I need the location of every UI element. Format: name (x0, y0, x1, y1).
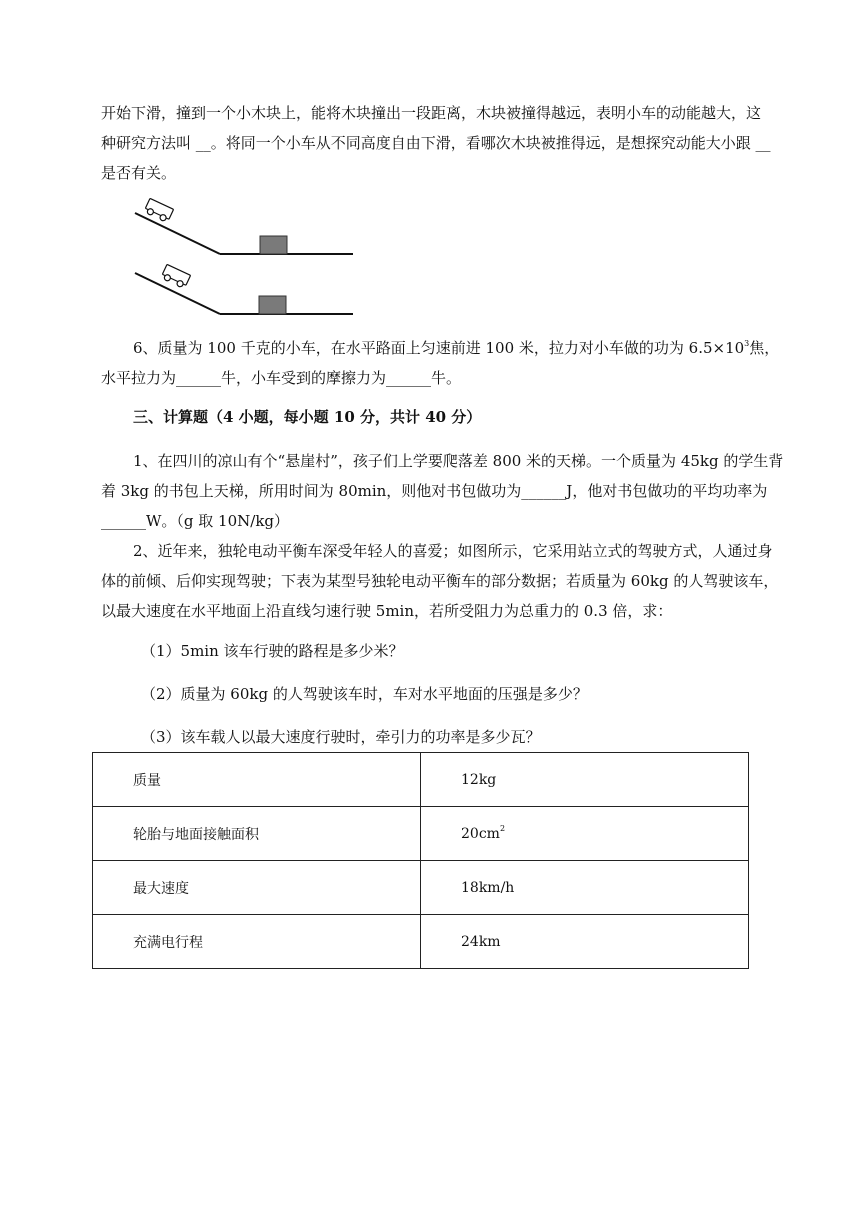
table-cell-label: 质量 (93, 753, 421, 807)
balance-car-data-table (92, 752, 749, 969)
c1-line3: ______W。（g 取 10N/kg） (101, 512, 290, 530)
c2-subquestion-1: （1）5min 该车行驶的路程是多少米？ (141, 642, 404, 660)
q6-part2: 焦， (749, 339, 780, 357)
question-5-text (101, 98, 807, 188)
c2-subquestion-3: （3）该车载人以最大速度行驶时，牵引力的功率是多少瓦？ (141, 728, 541, 746)
c2-line2: 体的前倾、后仰实现驾驶；下表为某型号独轮电动平衡车的部分数据；若质量为 60kg 的人驾驶该车， (101, 572, 779, 590)
c2-subquestion-2: （2）质量为 60kg 的人驾驶该车时，车对水平地面的压强是多少？ (141, 685, 588, 703)
calc-question-2 (101, 536, 807, 626)
calc-question-1 (101, 446, 807, 536)
lower-incline-setup (135, 264, 353, 314)
lower-cart (161, 264, 191, 289)
q6-part1: 6、质量为 100 千克的小车，在水平路面上匀速前进 100 米，拉力对小车做的功为 6.5×10 (133, 339, 745, 357)
q6-exponent: 3 (744, 339, 750, 348)
incline-cart-figure (125, 195, 365, 325)
q5-line1: 开始下滑，撞到一个小木块上，能将木块撞出一段距离，木块被撞得越远，表明小车的动能越大，这 (101, 104, 762, 122)
upper-wood-block (260, 236, 287, 254)
table-row (93, 753, 749, 807)
table-cell-value: 12kg (421, 753, 749, 807)
lower-wood-block (259, 296, 286, 314)
table-cell-value: 24km (421, 915, 749, 969)
question-6-text (101, 333, 807, 393)
table-row (93, 807, 749, 861)
table-cell-value (421, 807, 749, 861)
area-unit-exponent: 2 (499, 823, 506, 833)
table-row (93, 861, 749, 915)
upper-incline-setup (135, 198, 353, 254)
c2-line1: 2、近年来，独轮电动平衡车深受年轻人的喜爱；如图所示，它采用站立式的驾驶方式，人通过身 (133, 542, 773, 560)
table-cell-value: 18km/h (421, 861, 749, 915)
section-3-heading: 三、计算题（4 小题，每小题 10 分，共计 40 分） (133, 408, 482, 426)
table-cell-label: 最大速度 (93, 861, 421, 915)
q5-line2: 种研究方法叫 __。将同一个小车从不同高度自由下滑，看哪次木块被推得远，是想探究动能大小跟 __ (101, 134, 771, 152)
q5-line3: 是否有关。 (101, 164, 177, 182)
q6-line2: 水平拉力为______牛，小车受到的摩擦力为______牛。 (101, 369, 462, 387)
area-value: 20cm (461, 825, 500, 842)
c1-line2: 着 3kg 的书包上天梯，所用时间为 80min，则他对书包做功为______J，他对书包做功的平均功率为 (101, 482, 768, 500)
c1-line1: 1、在四川的凉山有个“悬崖村”，孩子们上学要爬落差 800 米的天梯。一个质量为 45kg 的学生背 (133, 452, 784, 470)
table-row (93, 915, 749, 969)
table-cell-label: 充满电行程 (93, 915, 421, 969)
c2-line3: 以最大速度在水平地面上沿直线匀速行驶 5min，若所受阻力为总重力的 0.3 倍，求： (101, 602, 673, 620)
table-cell-label: 轮胎与地面接触面积 (93, 807, 421, 861)
